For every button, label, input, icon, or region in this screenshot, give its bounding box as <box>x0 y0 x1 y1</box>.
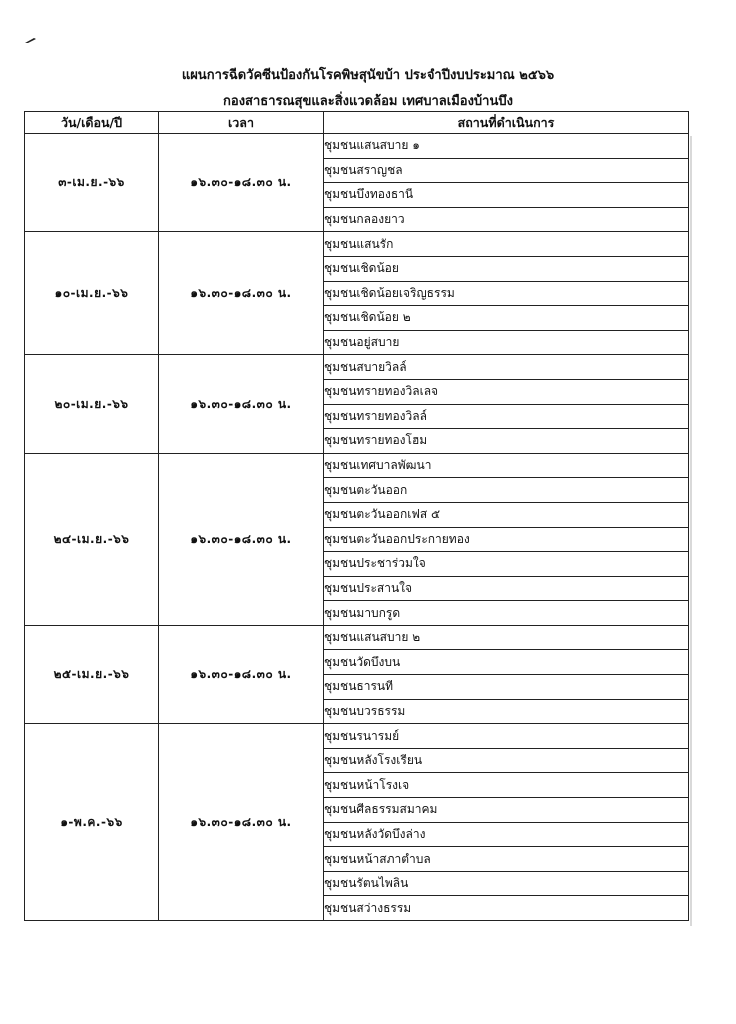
table-row <box>25 453 689 478</box>
place-cell: ชุมชนอยู่สบาย <box>324 330 689 355</box>
place-cell: ชุมชนกลองยาว <box>324 207 689 232</box>
date-cell: ๑-พ.ค.-๖๖ <box>25 724 159 921</box>
place-cell: ชุมชนแสนสบาย ๒ <box>324 625 689 650</box>
place-cell: ชุมชนบึงทองธานี <box>324 183 689 208</box>
place-cell: ชุมชนเชิดน้อยเจริญธรรม <box>324 281 689 306</box>
header-row <box>25 112 689 134</box>
place-cell: ชุมชนธารนที <box>324 675 689 700</box>
time-cell: ๑๖.๓๐-๑๘.๓๐ น. <box>159 724 324 921</box>
date-cell: ๒๐-เม.ย.-๖๖ <box>25 355 159 453</box>
place-cell: ชุมชนทรายทองวิลเลจ <box>324 379 689 404</box>
table-row <box>25 134 689 159</box>
place-cell: ชุมชนรัตนไพลิน <box>324 871 689 896</box>
place-cell: ชุมชนตะวันออกประกายทอง <box>324 527 689 552</box>
place-cell: ชุมชนแสนรัก <box>324 232 689 257</box>
schedule-table <box>24 111 689 921</box>
place-cell: ชุมชนหลังวัดบึงล่าง <box>324 822 689 847</box>
table-row <box>25 232 689 257</box>
place-cell: ชุมชนประชาร่วมใจ <box>324 552 689 577</box>
date-cell: ๓-เม.ย.-๖๖ <box>25 134 159 232</box>
date-cell: ๑๐-เม.ย.-๖๖ <box>25 232 159 355</box>
place-cell: ชุมชนทรายทองวิลล์ <box>324 404 689 429</box>
time-cell: ๑๖.๓๐-๑๘.๓๐ น. <box>159 625 324 723</box>
time-cell: ๑๖.๓๐-๑๘.๓๐ น. <box>159 453 324 625</box>
scan-edge <box>690 136 692 926</box>
place-cell: ชุมชนเชิดน้อย <box>324 256 689 281</box>
document-title: แผนการฉีดวัคซีนป้องกันโรคพิษสุนัขบ้า ประจำปีงบประมาณ ๒๕๖๖ <box>181 68 555 83</box>
place-cell: ชุมชนบวรธรรม <box>324 699 689 724</box>
place-cell: ชุมชนสราญชล <box>324 158 689 183</box>
place-cell: ชุมชนตะวันออก <box>324 478 689 503</box>
place-cell: ชุมชนมาบกรูด <box>324 601 689 626</box>
header-time: เวลา <box>159 112 324 134</box>
place-cell: ชุมชนสบายวิลล์ <box>324 355 689 380</box>
table-row <box>25 724 689 749</box>
date-cell: ๒๕-เม.ย.-๖๖ <box>25 625 159 723</box>
place-cell: ชุมชนตะวันออกเฟส ๕ <box>324 502 689 527</box>
document-subtitle: กองสาธารณสุขและสิ่งแวดล้อม เทศบาลเมืองบ้านบึง <box>223 94 513 109</box>
table-row <box>25 355 689 380</box>
place-cell: ชุมชนหลังโรงเรียน <box>324 748 689 773</box>
place-cell: ชุมชนเทศบาลพัฒนา <box>324 453 689 478</box>
place-cell: ชุมชนเชิดน้อย ๒ <box>324 306 689 331</box>
place-cell: ชุมชนประสานใจ <box>324 576 689 601</box>
time-cell: ๑๖.๓๐-๑๘.๓๐ น. <box>159 232 324 355</box>
place-cell: ชุมชนสว่างธรรม <box>324 896 689 921</box>
header-place: สถานที่ดำเนินการ <box>324 112 689 134</box>
place-cell: ชุมชนหน้าสภาตำบล <box>324 847 689 872</box>
place-cell: ชุมชนแสนสบาย ๑ <box>324 134 689 159</box>
place-cell: ชุมชนทรายทองโฮม <box>324 429 689 454</box>
time-cell: ๑๖.๓๐-๑๘.๓๐ น. <box>159 134 324 232</box>
header-date: วัน/เดือน/ปี <box>25 112 159 134</box>
ink-mark <box>24 36 38 44</box>
place-cell: ชุมชนรนารมย์ <box>324 724 689 749</box>
place-cell: ชุมชนศีลธรรมสมาคม <box>324 798 689 823</box>
date-cell: ๒๔-เม.ย.-๖๖ <box>25 453 159 625</box>
schedule-body <box>25 134 689 921</box>
time-cell: ๑๖.๓๐-๑๘.๓๐ น. <box>159 355 324 453</box>
table-row <box>25 625 689 650</box>
place-cell: ชุมชนหน้าโรงเจ <box>324 773 689 798</box>
place-cell: ชุมชนวัดบึงบน <box>324 650 689 675</box>
